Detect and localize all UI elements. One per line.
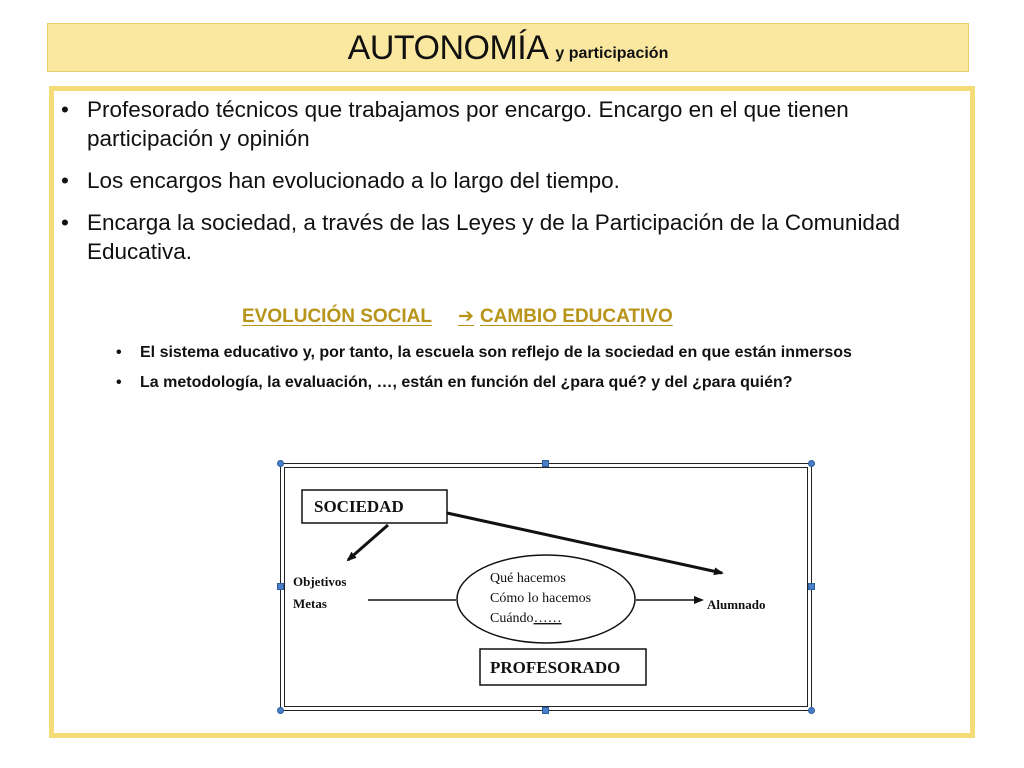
- resize-handle-bottom-right[interactable]: [808, 707, 815, 714]
- bullet-item: • Encarga la sociedad, a través de las Leyes y de la Participación de la Comunidad Educativa.: [61, 210, 900, 264]
- bullet-text: Encarga la sociedad, a través de las Leyes y de la Participación de la Comunidad Educativa.: [87, 210, 900, 264]
- sub-bullet-text: La metodología, la evaluación, …, están en función del ¿para qué? y del ¿para quién?: [140, 374, 793, 391]
- resize-handle-bottom-left[interactable]: [277, 707, 284, 714]
- main-bullet-list: [54, 95, 966, 279]
- metas-label: Metas: [293, 596, 327, 611]
- resize-handle-bottom[interactable]: [542, 707, 549, 714]
- sub-bullet-item: • El sistema educativo y, por tanto, la escuela son reflejo de la sociedad en que están inmersos: [116, 344, 852, 361]
- sub-bullet-item: • La metodología, la evaluación, …, están en función del ¿para qué? y del ¿para quién?: [116, 374, 793, 391]
- objetivos-label: Objetivos: [293, 574, 347, 589]
- arrow-to-objetivos: [348, 525, 388, 560]
- bullet-text: Los encargos han evolucionado a lo largo del tiempo.: [87, 168, 620, 193]
- profesorado-label: PROFESORADO: [490, 658, 621, 677]
- resize-handle-top-left[interactable]: [277, 460, 284, 467]
- title-main: AUTONOMÍA: [347, 28, 549, 67]
- cuando-label: Cuándo……: [490, 611, 562, 626]
- sociedad-label: SOCIEDAD: [314, 497, 404, 516]
- title-subtitle: y participación: [555, 44, 669, 62]
- sub-bullet-list: [112, 342, 942, 402]
- evolution-left: EVOLUCIÓN SOCIAL: [242, 306, 433, 327]
- bullet-item: • Profesorado técnicos que trabajamos por encargo. Encargo en el que tienen participación y opinión: [61, 97, 849, 151]
- resize-handle-left[interactable]: [277, 583, 284, 590]
- evolution-heading: [242, 305, 673, 328]
- evolution-right: CAMBIO EDUCATIVO: [479, 306, 673, 327]
- sub-bullet-text: El sistema educativo y, por tanto, la escuela son reflejo de la sociedad en que están inmersos: [140, 344, 852, 361]
- como-hacemos-label: Cómo lo hacemos: [490, 591, 592, 606]
- slide-title: [47, 23, 969, 72]
- resize-handle-top[interactable]: [542, 460, 549, 467]
- que-hacemos-label: Qué hacemos: [490, 571, 566, 586]
- bullet-text: Profesorado técnicos que trabajamos por encargo. Encargo en el que tienen participación y opinión: [87, 97, 849, 151]
- alumnado-label: Alumnado: [707, 597, 766, 612]
- resize-handle-right[interactable]: [808, 583, 815, 590]
- resize-handle-top-right[interactable]: [808, 460, 815, 467]
- bullet-item: • Los encargos han evolucionado a lo largo del tiempo.: [61, 168, 620, 193]
- arrow-icon: ➔: [458, 306, 474, 327]
- diagram-graphic: [280, 463, 812, 711]
